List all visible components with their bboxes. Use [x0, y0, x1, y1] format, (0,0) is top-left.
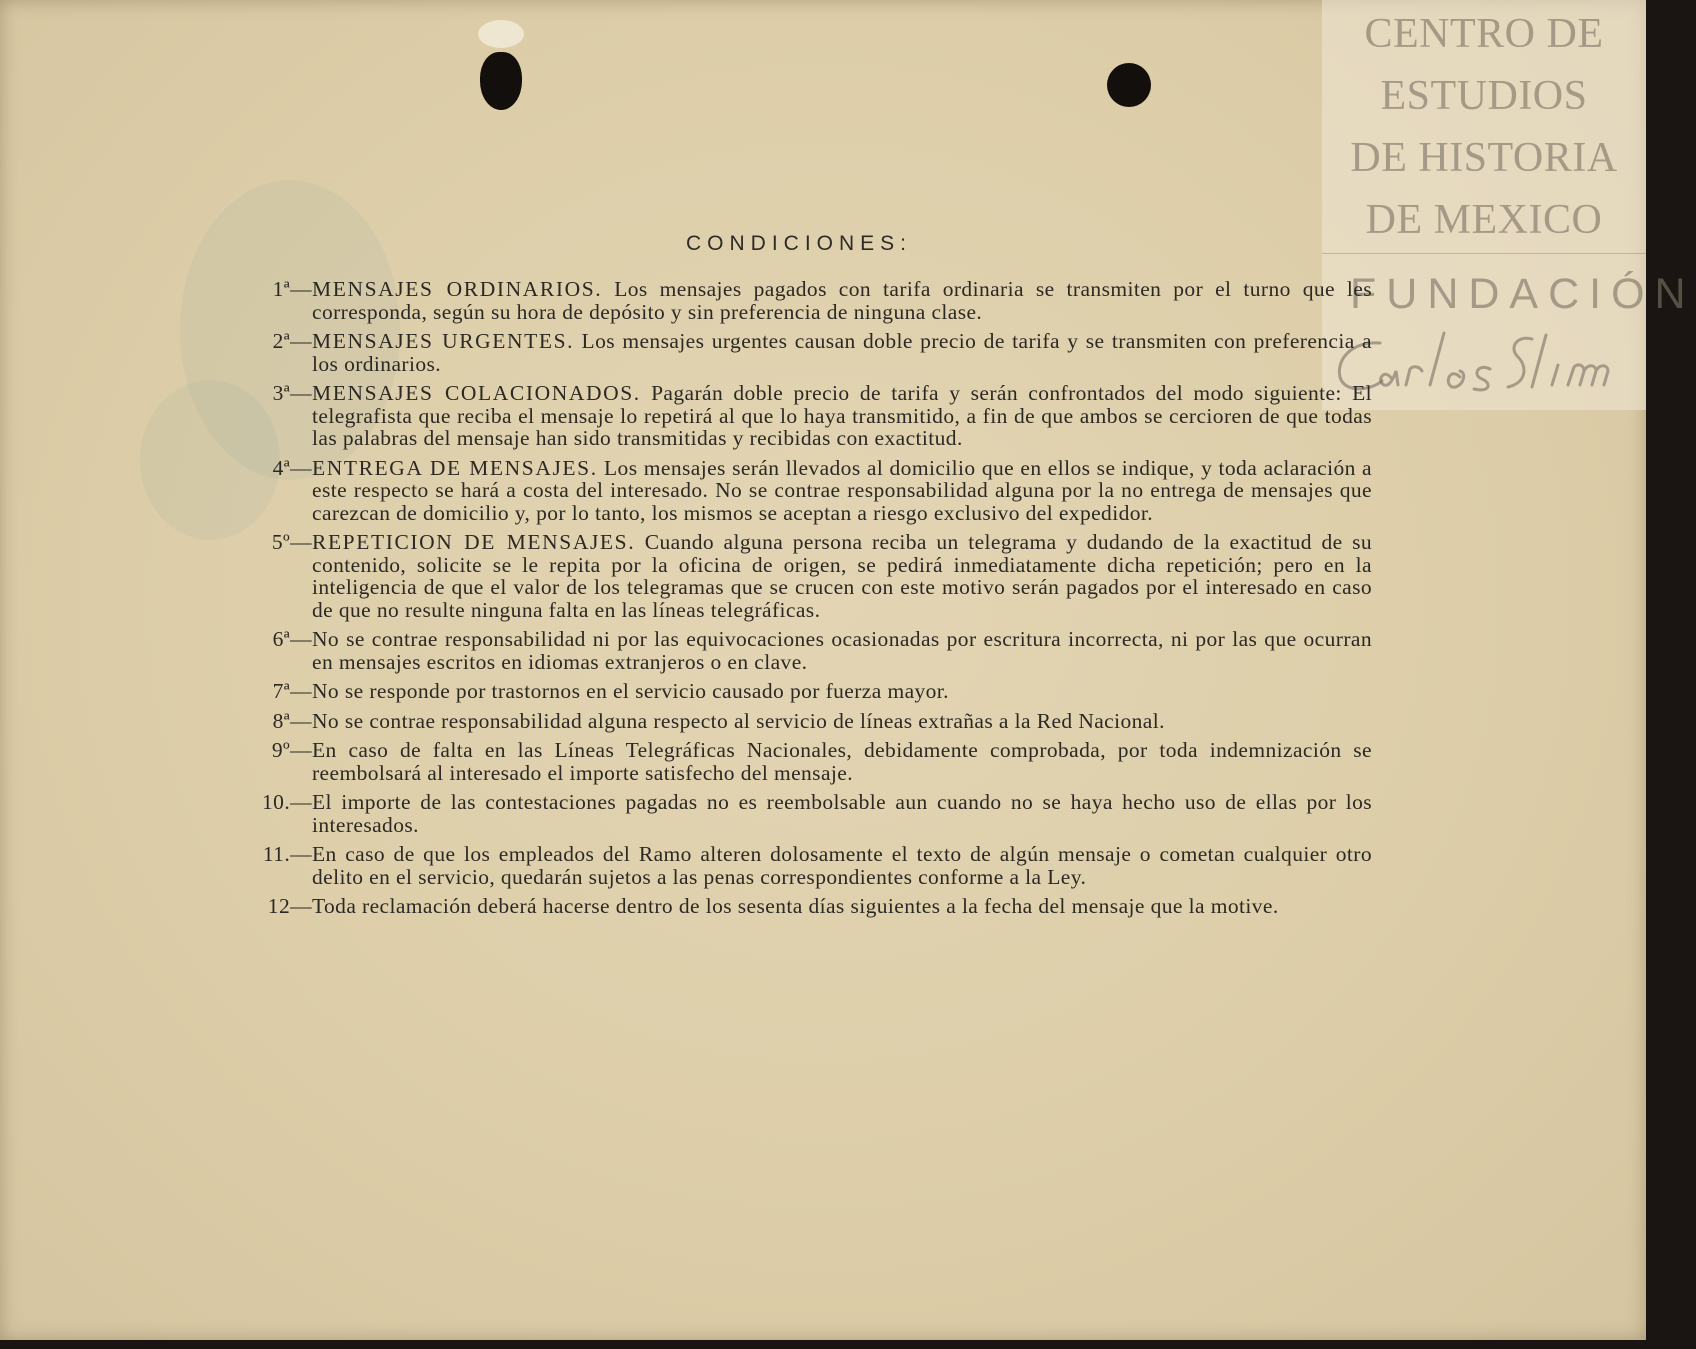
clause-text: Los mensajes pagados con tarifa ordinaria se transmiten por el turno que les corresponda, según su hora de depósito y sin preferencia de ninguna clase.	[312, 277, 1372, 324]
clause-9	[240, 739, 1372, 784]
clause-text: En caso de que los empleados del Ramo alteren dolosamente el texto de algún mensaje o cometan cualquier otro delito en el servicio, quedarán sujetos a las penas correspondientes conforme a la Ley.	[312, 842, 1372, 889]
clause-number: 1ª—	[272, 277, 312, 301]
watermark-institution	[1322, 0, 1646, 254]
clause-number: 10.—	[262, 790, 312, 814]
clause-title: MENSAJES COLACIONADOS.	[312, 381, 641, 405]
clause-text: Los mensajes serán llevados al domicilio que en ellos se indique, y toda aclaración a este respecto se hará a costa del interesado. No se contrae responsabilidad alguna por la no entrega de mensajes que carezcan de domicilio y, por lo tanto, los mismos se aceptan a riesgo exclusivo del expedidor.	[312, 455, 1373, 525]
clause-number: 6ª—	[272, 627, 312, 651]
clause-text: Los mensajes urgentes causan doble precio de tarifa y se transmiten con preferencia a los ordinarios.	[312, 329, 1373, 376]
conditions-heading: CONDICIONES:	[686, 232, 913, 255]
clause-4	[240, 457, 1372, 525]
clause-2	[240, 330, 1372, 375]
watermark-foundation: FUNDACIÓN	[1350, 270, 1696, 318]
clause-text: No se contrae responsabilidad ni por las equivocaciones ocasionadas por escritura incorrecta, ni por las que ocurran en mensajes escritos en idiomas extranjeros o en clave.	[312, 627, 1372, 674]
clause-title: ENTREGA DE MENSAJES.	[312, 455, 598, 480]
clause-text: Cuando alguna persona reciba un telegrama y dudando de la exactitud de su contenido, solicite se le repita por la oficina de origen, se pedirá inmediatamente dicha repetición; pero en la inteligencia de que el valor de los telegramas que se crucen con este motivo serán pagados por el interesado en caso de que no resulte ninguna falta en las líneas telegráficas.	[312, 530, 1372, 622]
clause-number: 3ª—	[272, 381, 312, 405]
clause-6	[240, 628, 1372, 673]
clause-3	[240, 382, 1372, 450]
punch-hole-right	[1107, 63, 1151, 107]
clause-title: MENSAJES URGENTES.	[312, 329, 575, 353]
clause-text: Toda reclamación deberá hacerse dentro de los sesenta días siguientes a la fecha del mensaje que la motive.	[312, 894, 1279, 918]
clause-12	[240, 895, 1372, 918]
clause-text: No se responde por trastornos en el servicio causado por fuerza mayor.	[312, 679, 949, 703]
clause-10	[240, 791, 1372, 836]
clause-text: El importe de las contestaciones pagadas no es reembolsable aun cuando no se haya hecho uso de ellas por los interesados.	[312, 790, 1372, 837]
clause-1	[240, 278, 1372, 323]
watermark-line: DE HISTORIA	[1350, 135, 1618, 181]
clause-text: Pagarán doble precio de tarifa y serán confrontados del modo siguiente: El telegrafista que reciba el mensaje lo repetirá al que lo haya transmitido, a fin de que ambos se cercioren de que todas las palabras del mensaje han sido transmitidas y recibidas con exactitud.	[312, 381, 1372, 450]
clause-title: REPETICION DE MENSAJES.	[312, 530, 636, 554]
clause-number: 9º—	[271, 738, 312, 762]
watermark-line: DE MEXICO	[1365, 197, 1603, 243]
clause-11	[240, 843, 1372, 888]
watermark-line: ESTUDIOS	[1380, 73, 1588, 119]
clause-number: 11.—	[262, 842, 312, 866]
clause-title: MENSAJES ORDINARIOS.	[312, 277, 603, 301]
watermark-line: CENTRO DE	[1364, 11, 1604, 57]
clause-number: 8ª—	[272, 708, 312, 733]
clause-8	[240, 710, 1372, 733]
clause-7	[240, 680, 1372, 703]
clause-number: 2ª—	[272, 329, 312, 353]
clause-text: En caso de falta en las Líneas Telegráficas Nacionales, debidamente comprobada, por toda indemnización se reembolsará al interesado el importe satisfecho del mensaje.	[312, 738, 1372, 785]
clause-number: 5º—	[271, 530, 312, 554]
torn-paper-flap	[478, 20, 524, 48]
punch-hole-left	[480, 52, 522, 110]
conditions-list	[240, 278, 1372, 925]
clause-number: 4ª—	[272, 455, 312, 480]
clause-5	[240, 531, 1372, 621]
clause-number: 12—	[267, 894, 312, 918]
clause-number: 7ª—	[272, 679, 312, 703]
clause-text: No se contrae responsabilidad alguna respecto al servicio de líneas extrañas a la Red Nacional.	[312, 708, 1165, 733]
